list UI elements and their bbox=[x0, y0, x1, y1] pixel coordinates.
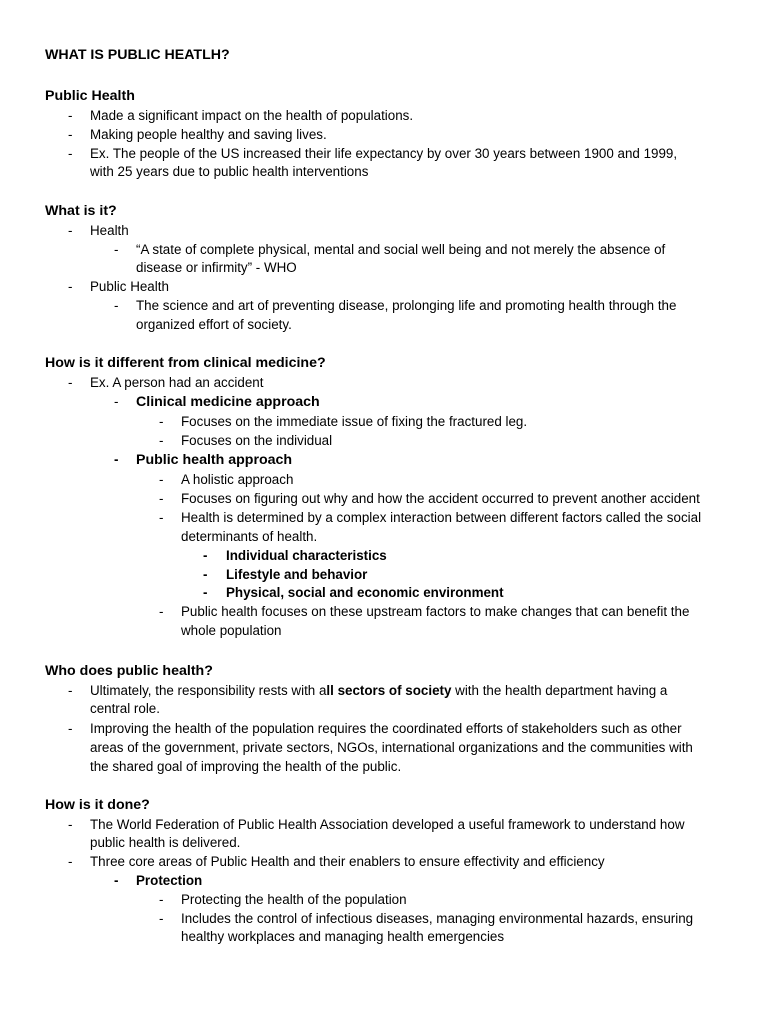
list-item: Health is determined by a complex interaction between different factors called the social bbox=[181, 510, 702, 525]
list-item-bold: Physical, social and economic environment bbox=[226, 585, 504, 600]
list-item-continued: whole population bbox=[181, 623, 282, 638]
list-item: Making people healthy and saving lives. bbox=[90, 127, 327, 142]
bullet-dash: - bbox=[68, 817, 73, 832]
list-item-bold: Lifestyle and behavior bbox=[226, 567, 368, 582]
bullet-dash: - bbox=[159, 510, 164, 525]
bullet-dash: - bbox=[159, 491, 164, 506]
bullet-dash: - bbox=[68, 279, 73, 294]
subheading-clinical-approach: Clinical medicine approach bbox=[136, 394, 320, 410]
list-item: “A state of complete physical, mental and social well being and not merely the absence of bbox=[136, 242, 666, 257]
bullet-dash: - bbox=[159, 433, 164, 448]
section-heading-public-health: Public Health bbox=[45, 88, 135, 104]
list-item-continued: the shared goal of improving the health of the public. bbox=[90, 759, 402, 774]
list-item-continued: organized effort of society. bbox=[136, 317, 292, 332]
section-heading-clinical-medicine: How is it different from clinical medicine? bbox=[45, 355, 326, 371]
list-item-continued: areas of the government, private sectors, NGOs, international organizations and the communities with bbox=[90, 740, 693, 755]
section-heading-what-is-it: What is it? bbox=[45, 203, 117, 219]
list-item: Protecting the health of the population bbox=[181, 892, 407, 907]
bullet-dash: - bbox=[159, 604, 164, 619]
list-item: Made a significant impact on the health of populations. bbox=[90, 108, 414, 123]
list-item-continued: central role. bbox=[90, 701, 160, 716]
list-item-continued: with 25 years due to public health interventions bbox=[90, 164, 369, 179]
list-item-continued: determinants of health. bbox=[181, 529, 318, 544]
list-item bbox=[90, 682, 667, 700]
bullet-dash: - bbox=[68, 854, 73, 869]
bullet-dash: - bbox=[159, 414, 164, 429]
list-item: Ex. A person had an accident bbox=[90, 375, 264, 390]
bullet-dash: - bbox=[114, 452, 119, 467]
list-item: A holistic approach bbox=[181, 472, 294, 487]
section-heading-who-does: Who does public health? bbox=[45, 663, 213, 679]
bullet-dash: - bbox=[114, 394, 119, 409]
bullet-dash: - bbox=[114, 873, 119, 888]
text-run-bold: ll sectors of society bbox=[326, 683, 452, 698]
document-title: WHAT IS PUBLIC HEATLH? bbox=[45, 47, 230, 63]
subheading-protection: Protection bbox=[136, 873, 203, 888]
list-item: Focuses on the individual bbox=[181, 433, 333, 448]
bullet-dash: - bbox=[114, 242, 119, 257]
bullet-dash: - bbox=[68, 721, 73, 736]
list-item: Focuses on the immediate issue of fixing the fractured leg. bbox=[181, 414, 528, 429]
bullet-dash: - bbox=[68, 108, 73, 123]
list-item: Three core areas of Public Health and their enablers to ensure effectivity and efficiency bbox=[90, 854, 605, 869]
list-item-continued: disease or infirmity” - WHO bbox=[136, 260, 297, 275]
bullet-dash: - bbox=[159, 911, 164, 926]
list-item: Public health focuses on these upstream factors to make changes that can benefit the bbox=[181, 604, 690, 619]
list-item: Includes the control of infectious diseases, managing environmental hazards, ensuring bbox=[181, 911, 694, 926]
bullet-dash: - bbox=[203, 567, 208, 582]
list-item: Health bbox=[90, 223, 129, 238]
list-item: The science and art of preventing disease, prolonging life and promoting health through the bbox=[136, 298, 677, 313]
bullet-dash: - bbox=[68, 146, 73, 161]
section-heading-how-done: How is it done? bbox=[45, 797, 150, 813]
bullet-dash: - bbox=[68, 127, 73, 142]
text-run: with the health department having a bbox=[451, 683, 668, 698]
list-item-continued: healthy workplaces and managing health emergencies bbox=[181, 929, 505, 944]
subheading-public-health-approach: Public health approach bbox=[136, 452, 293, 468]
list-item: Public Health bbox=[90, 279, 169, 294]
list-item: Focuses on figuring out why and how the accident occurred to prevent another accident bbox=[181, 491, 700, 506]
bullet-dash: - bbox=[203, 585, 208, 600]
bullet-dash: - bbox=[68, 375, 73, 390]
bullet-dash: - bbox=[159, 472, 164, 487]
list-item-continued: public health is delivered. bbox=[90, 835, 241, 850]
bullet-dash: - bbox=[203, 548, 208, 563]
list-item: Ex. The people of the US increased their life expectancy by over 30 years between 1900 and 1999, bbox=[90, 146, 678, 161]
text-run: Ultimately, the responsibility rests with a bbox=[90, 683, 327, 698]
list-item-bold: Individual characteristics bbox=[226, 548, 387, 563]
list-item: Improving the health of the population requires the coordinated efforts of stakeholders such as other bbox=[90, 721, 682, 736]
bullet-dash: - bbox=[159, 892, 164, 907]
bullet-dash: - bbox=[114, 298, 119, 313]
bullet-dash: - bbox=[68, 223, 73, 238]
list-item: The World Federation of Public Health Association developed a useful framework to understand how bbox=[90, 817, 685, 832]
bullet-dash: - bbox=[68, 683, 73, 698]
